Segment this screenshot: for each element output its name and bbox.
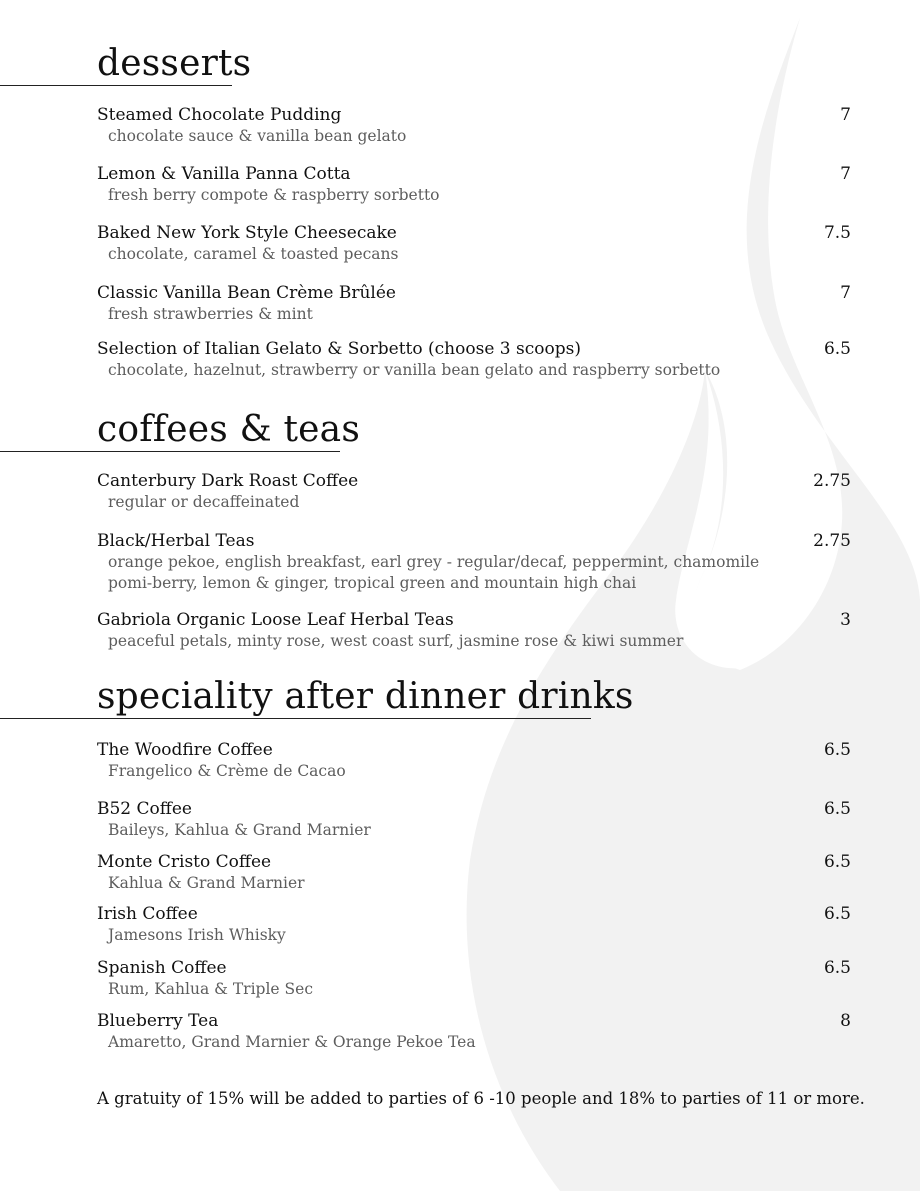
section-title: desserts	[97, 43, 252, 84]
menu-item-price: 7	[840, 283, 851, 303]
section-heading	[0, 669, 920, 719]
menu-item-name: Steamed Chocolate Pudding	[97, 105, 342, 125]
section-title: coffees & teas	[97, 409, 361, 450]
menu-item-name: Gabriola Organic Loose Leaf Herbal Teas	[97, 610, 454, 630]
heading-underline	[0, 85, 232, 87]
menu-item	[97, 338, 853, 381]
menu-item-name: Baked New York Style Cheesecake	[97, 223, 397, 243]
menu-item	[97, 1010, 853, 1053]
menu-item-description: pomi-berry, lemon & ginger, tropical green and mountain high chai	[108, 574, 637, 592]
menu-item-name: Lemon & Vanilla Panna Cotta	[97, 164, 351, 184]
menu-item-name: Canterbury Dark Roast Coffee	[97, 471, 359, 491]
menu-item	[97, 903, 853, 946]
menu-item	[97, 222, 853, 265]
menu-item-description: Frangelico & Crème de Cacao	[108, 762, 346, 780]
menu-item	[97, 530, 853, 594]
menu-item-name: B52 Coffee	[97, 799, 192, 819]
menu-item-description: Kahlua & Grand Marnier	[108, 874, 305, 892]
menu-item-price: 2.75	[813, 471, 851, 491]
menu-item	[97, 851, 853, 894]
menu-item-price: 6.5	[823, 904, 851, 924]
menu-item-description: chocolate, caramel & toasted pecans	[108, 245, 399, 263]
menu-item	[97, 609, 853, 652]
menu-item-name: Blueberry Tea	[97, 1011, 219, 1031]
menu-item-price: 6.5	[823, 799, 851, 819]
menu-item-description: fresh strawberries & mint	[108, 305, 313, 323]
menu-item-description: Jamesons Irish Whisky	[108, 926, 286, 944]
menu-item-description: orange pekoe, english breakfast, earl grey - regular/decaf, peppermint, chamomile	[108, 553, 760, 571]
section-heading	[0, 402, 920, 452]
menu-item	[97, 798, 853, 841]
menu-item-price: 7	[840, 164, 851, 184]
menu-item-description: chocolate sauce & vanilla bean gelato	[108, 127, 407, 145]
gratuity-note: A gratuity of 15% will be added to parties of 6 -10 people and 18% to parties of 11 or more.	[97, 1089, 865, 1108]
menu-item-description: Rum, Kahlua & Triple Sec	[108, 980, 313, 998]
menu-item-name: The Woodfire Coffee	[97, 740, 273, 760]
menu-item	[97, 957, 853, 1000]
menu-item-description: chocolate, hazelnut, strawberry or vanilla bean gelato and raspberry sorbetto	[108, 361, 721, 379]
menu-item-name: Irish Coffee	[97, 904, 198, 924]
section-title: speciality after dinner drinks	[97, 676, 634, 717]
menu-item-price: 7.5	[823, 223, 851, 243]
menu-item	[97, 163, 853, 206]
menu-item	[97, 104, 853, 147]
menu-item	[97, 470, 853, 513]
menu-item-description: regular or decaffeinated	[108, 493, 300, 511]
menu-item-price: 7	[840, 105, 851, 125]
menu-item-price: 6.5	[823, 740, 851, 760]
menu-item-price: 6.5	[823, 339, 851, 359]
menu-item-price: 3	[840, 610, 851, 630]
section-heading	[0, 36, 920, 86]
menu-item-name: Classic Vanilla Bean Crème Brûlée	[97, 283, 396, 303]
menu-item-price: 6.5	[823, 958, 851, 978]
menu-item-name: Selection of Italian Gelato & Sorbetto (choose 3 scoops)	[97, 339, 581, 359]
heading-underline	[0, 451, 340, 453]
menu-item-name: Spanish Coffee	[97, 958, 227, 978]
menu-item-description: Amaretto, Grand Marnier & Orange Pekoe Tea	[108, 1033, 476, 1051]
menu-item-price: 8	[840, 1011, 851, 1031]
menu-item-description: peaceful petals, minty rose, west coast surf, jasmine rose & kiwi summer	[108, 632, 684, 650]
menu-item	[97, 739, 853, 782]
menu-item-description: Baileys, Kahlua & Grand Marnier	[108, 821, 371, 839]
menu-item	[97, 282, 853, 325]
heading-underline	[0, 718, 591, 720]
menu-item-name: Monte Cristo Coffee	[97, 852, 272, 872]
menu-item-price: 2.75	[813, 531, 851, 551]
menu-item-description: fresh berry compote & raspberry sorbetto	[108, 186, 440, 204]
menu-item-price: 6.5	[823, 852, 851, 872]
menu-item-name: Black/Herbal Teas	[97, 531, 255, 551]
